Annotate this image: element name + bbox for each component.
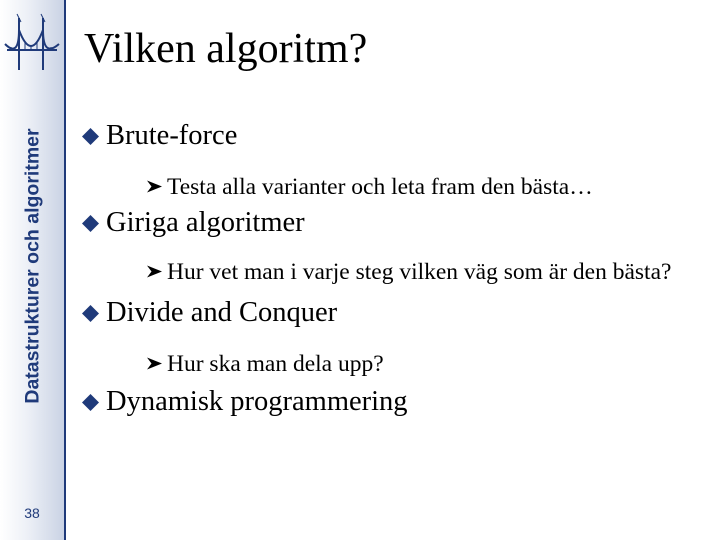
bullet-item xyxy=(80,297,710,330)
page-title: Vilken algoritm? xyxy=(84,26,368,72)
sub-bullet-text: Testa alla varianter och leta fram den bästa… xyxy=(167,173,593,200)
bullet-text: Giriga algoritmer xyxy=(106,207,305,239)
sub-bullet-text: Hur ska man dela upp? xyxy=(167,350,384,377)
diamond-bullet-icon xyxy=(82,128,99,145)
bullet-text: Brute-force xyxy=(106,120,238,151)
bullet-list xyxy=(80,120,710,419)
sub-bullet-item xyxy=(147,173,710,202)
arrow-bullet-icon xyxy=(147,264,162,279)
sub-bullet-item xyxy=(147,258,710,287)
sidebar xyxy=(0,0,65,540)
bullet-text: Dynamisk programmering xyxy=(106,386,408,418)
bullet-item xyxy=(80,120,710,153)
bullet-item xyxy=(80,386,710,419)
diamond-bullet-icon xyxy=(82,394,99,411)
sub-bullet-item xyxy=(147,350,710,379)
bullet-text: Divide and Conquer xyxy=(106,296,338,328)
diamond-bullet-icon xyxy=(82,305,99,322)
sidebar-divider xyxy=(64,0,66,540)
bridge-logo-icon xyxy=(3,10,61,74)
arrow-bullet-icon xyxy=(147,356,162,371)
bullet-item xyxy=(80,207,710,240)
diamond-bullet-icon xyxy=(82,215,99,232)
arrow-bullet-icon xyxy=(147,179,162,194)
sub-bullet-text: Hur vet man i varje steg vilken väg som är den bästa? xyxy=(167,259,672,286)
page-number: 38 xyxy=(24,505,40,521)
vertical-course-title: Datastrukturer och algoritmer xyxy=(21,128,44,404)
